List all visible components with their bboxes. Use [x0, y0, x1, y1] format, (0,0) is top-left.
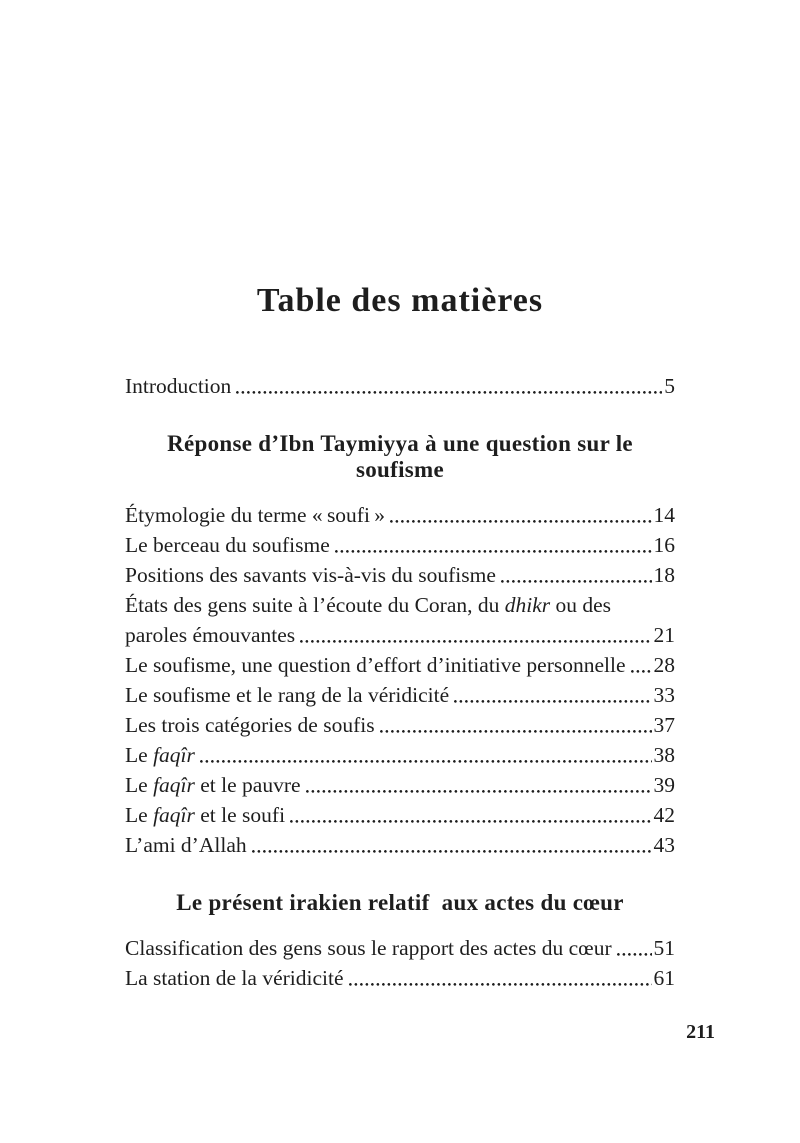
toc-entry	[125, 963, 675, 993]
entry-label-segment: Étymologie du terme « soufi »	[125, 503, 385, 527]
toc-entry	[125, 740, 675, 770]
entry-label-segment: faqîr	[153, 803, 195, 827]
entry-label-segment: Le	[125, 803, 154, 827]
toc-section	[125, 890, 675, 993]
entry-label-segment: Les trois catégories de soufis	[125, 713, 375, 737]
dot-leader	[300, 620, 651, 643]
toc-entry	[125, 650, 675, 680]
folio-page-number: 211	[686, 1021, 715, 1043]
dot-leader	[390, 500, 652, 523]
entry-page-number: 5	[664, 374, 675, 398]
entry-label-segment: Le soufisme, une question d’effort d’initiative personnelle	[125, 653, 626, 677]
entry-page-number: 42	[653, 803, 675, 827]
entry-label-segment: Classification des gens sous le rapport des actes du cœur	[125, 936, 612, 960]
toc-entry	[125, 500, 675, 530]
section-heading: Le présent irakien relatif aux actes du cœur	[176, 890, 624, 915]
entry-label	[125, 963, 344, 993]
entry-page-number: 33	[653, 683, 675, 707]
entry-row	[125, 371, 675, 401]
entry-label	[125, 830, 247, 860]
entry-row	[125, 800, 675, 830]
entry-label-segment: L’ami d’Allah	[125, 833, 247, 857]
entry-label	[125, 770, 301, 800]
entry-row	[125, 620, 675, 650]
entry-row	[125, 710, 675, 740]
entry-label	[125, 650, 626, 680]
entry-label-segment: Le berceau du soufisme	[125, 533, 330, 557]
entry-row	[125, 933, 675, 963]
entry-label-segment: La station de la véridicité	[125, 966, 344, 990]
toc-entry	[125, 371, 675, 401]
entry-row	[125, 650, 675, 680]
entry-page-number: 51	[653, 936, 675, 960]
entry-row	[125, 770, 675, 800]
entry-row	[125, 740, 675, 770]
entry-label-segment: ou des	[550, 593, 612, 617]
toc-entry	[125, 830, 675, 860]
toc-entry	[125, 530, 675, 560]
entry-label	[125, 800, 285, 830]
entry-label	[125, 710, 375, 740]
entry-label	[125, 680, 449, 710]
entry-label-segment: Introduction	[125, 374, 232, 398]
dot-leader	[617, 933, 652, 956]
toc-entry	[125, 710, 675, 740]
entry-label-segment: Le	[125, 773, 154, 797]
dot-leader	[631, 650, 652, 673]
entry-label-segment: et le soufi	[194, 803, 286, 827]
entry-label	[125, 740, 195, 770]
entry-label	[125, 500, 385, 530]
entry-label	[125, 371, 231, 401]
entry-label-segment: faqîr	[153, 743, 195, 767]
entry-wrapped-line	[125, 590, 675, 620]
dot-leader	[380, 710, 652, 733]
entry-label	[125, 560, 496, 590]
entry-page-number: 38	[653, 743, 675, 767]
entry-page-number: 43	[653, 833, 675, 857]
entry-page-number: 28	[653, 653, 675, 677]
page-title: Table des matières	[256, 282, 544, 319]
entry-page-number: 39	[653, 773, 675, 797]
section-heading: Réponse d’Ibn Taymiyya à une question sur le soufisme	[167, 431, 639, 482]
dot-leader	[306, 770, 652, 793]
entry-row	[125, 530, 675, 560]
toc-entry	[125, 590, 675, 650]
toc-entry	[125, 770, 675, 800]
dot-leader	[200, 740, 652, 763]
dot-leader	[501, 560, 652, 583]
entry-label-segment: États des gens suite à l’écoute du Coran, du	[125, 593, 505, 617]
entry-row	[125, 500, 675, 530]
entry-label	[125, 593, 611, 617]
dot-leader	[290, 800, 651, 823]
toc-entry	[125, 800, 675, 830]
entry-row	[125, 560, 675, 590]
entry-page-number: 21	[653, 623, 675, 647]
entry-label-segment: dhikr	[504, 593, 551, 617]
dot-leader	[335, 530, 652, 553]
toc-entry	[125, 933, 675, 963]
dot-leader	[454, 680, 651, 703]
toc-section	[125, 371, 675, 401]
entry-label-segment: paroles émouvantes	[125, 623, 296, 647]
dot-leader	[236, 371, 662, 394]
entry-row	[125, 680, 675, 710]
entry-page-number: 14	[653, 503, 675, 527]
entry-page-number: 16	[653, 533, 675, 557]
entry-row	[125, 830, 675, 860]
entry-label-segment: Positions des savants vis-à-vis du soufisme	[125, 563, 496, 587]
toc-entry	[125, 560, 675, 590]
table-of-contents	[125, 371, 675, 993]
entry-label	[125, 530, 330, 560]
entry-page-number: 61	[653, 966, 675, 990]
entry-row	[125, 963, 675, 993]
entry-label-segment: faqîr	[153, 773, 195, 797]
entry-page-number: 37	[653, 713, 675, 737]
entry-label-segment: Le soufisme et le rang de la véridicité	[125, 683, 450, 707]
dot-leader	[349, 963, 652, 986]
toc-section	[125, 431, 675, 860]
dot-leader	[252, 830, 652, 853]
entry-label-segment: Le	[125, 743, 154, 767]
entry-page-number: 18	[653, 563, 675, 587]
entry-label	[125, 620, 295, 650]
entry-label	[125, 933, 612, 963]
toc-entry	[125, 680, 675, 710]
entry-label-segment: et le pauvre	[194, 773, 301, 797]
